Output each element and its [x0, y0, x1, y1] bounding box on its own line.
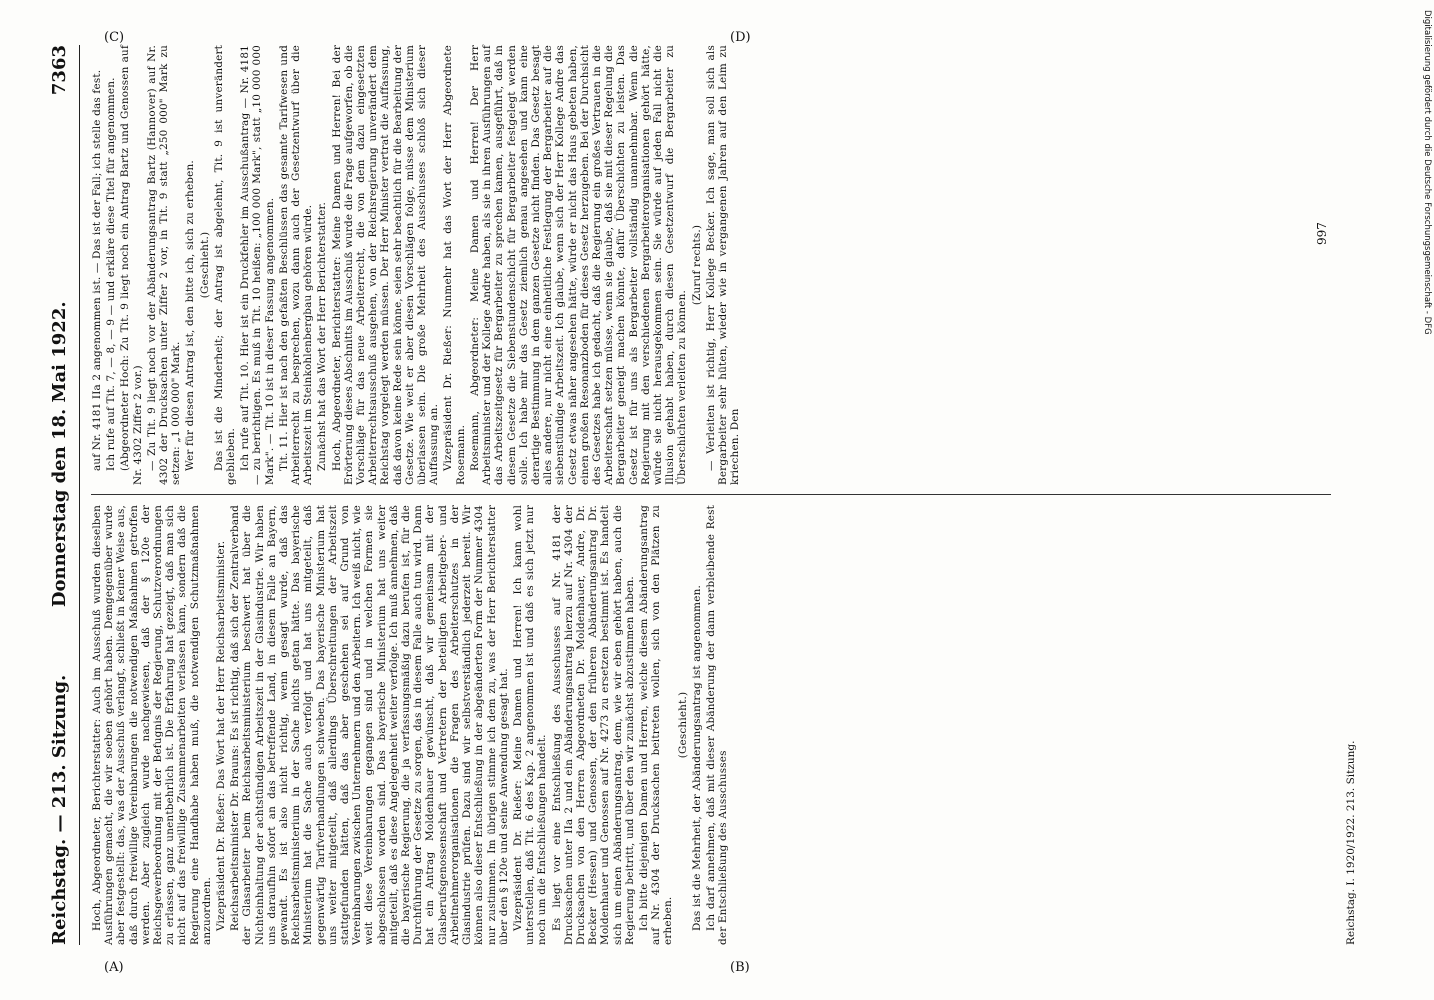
- footer-volume: Reichstag. I. 1920/1922. 213. Sitzung.: [1345, 740, 1357, 945]
- paragraph: (Geschieht.): [676, 691, 689, 759]
- footer-page-code: 997: [1315, 222, 1329, 245]
- paragraph: (Zuruf rechts.): [690, 224, 703, 306]
- paragraph: Hoch, Abgeordneter, Berichterstatter: Auch im Ausschuß wurden dieselben Ausführungen gemacht, die wir soeben gehört haben. Demgegenüber wurde aber festgestellt: das, was der Ausschuß verlangt, schließt in keiner Weise aus, daß durch freiwillige Vereinbarungen die notwendigen Maßnahmen getroffen werden. Aber zugleich wurde nachgewiesen, daß der § 120e der Reichsgewerbeordnung mit der Befugnis der Regierung, Schutzverordnungen zu erlassen, ganz unentbehrlich ist. Die Erfahrung hat gezeigt, daß man sich nicht auf das freiwillige Zusammenarbeiten verlassen kann, sondern daß die Regierung eine Handhabe haben muß, die notwendigen Schutzmaßnahmen anzuordnen.: [91, 505, 213, 945]
- paragraph: Ich rufe auf Tit. 10. Hier ist ein Druckfehler im Ausschußantrag — Nr. 4181 — zu berichtigen. Es muß in Tit. 10 heißen: „100 000 Mark", statt „10 000 000 Mark". — Tit. 10 ist in dieser Fassung angenommen.: [239, 45, 276, 485]
- paragraph: Das ist die Minderheit; der Antrag ist abgelehnt, Tit. 9 ist unverändert geblieben.: [212, 45, 238, 485]
- paragraph: — Zu Tit. 9 liegt noch vor der Abänderungsantrag Bartz (Hannover) auf Nr. 4302 der Drucksachen unter Ziffer 2 vor, in Tit. 9 statt „250 000" Mark zu setzen: „1 000 000" Mark.: [145, 45, 183, 485]
- paragraph: Zunächst hat das Wort der Herr Berichterstatter.: [316, 202, 329, 471]
- margin-mark-b: (B): [730, 960, 750, 975]
- paragraph: (Geschieht.): [198, 231, 211, 299]
- paragraph: — Verleiten ist richtig, Herr Kollege Becker. Ich sage, man soll sich als Bergarbeiter sehr hüten, wieder wie in vergangenen Jahren auf den Leim zu kriechen. Den: [704, 45, 742, 485]
- page-header: [45, 45, 80, 945]
- paragraph: Reichsarbeitsminister Dr. Brauns: Es ist richtig, daß sich der Zentralverband der Glasarbeiter beim Reichsarbeitsministerium beschwert hat über die Nichteinhaltung der achtstündigen Arbeitszeit in der Glasindustrie. Wir haben uns daraufhin sofort an das betreffende Land, in diesem Falle an Bayern, gewandt. Es ist also nicht richtig, wenn gesagt wurde, daß das Reichsarbeitsministerium in der Sache nichts getan hätte. Das bayerische Ministerium hat die Sache auch verfolgt und hat uns mitgeteilt, daß gegenwärtig Tarifverhandlungen schweben. Das bayerische Ministerium hat uns weiter mitgeteilt, daß allerdings Überschreitungen der Arbeitszeit stattgefunden hätten, daß das aber geschehen sei auf Grund von Vereinbarungen zwischen Unternehmern und den Arbeitern. Ich weiß nicht, wie weit diese Vereinbarungen gegangen sind und in welchen Formen sie abgeschlossen worden sind. Das bayerische Ministerium hat uns weiter mitgeteilt, daß es diese Angelegenheit weiter verfolge. Ich muß annehmen, daß die bayerische Regierung, die ja verfassungsmäßig dazu berufen ist, für die Durchführung der Gesetze zu sorgen, das in diesem Falle auch tun wird. Dann hat ein Antrag Moldenhauer gewünscht, daß wir gemeinsam mit der Glasberufsgenossenschaft und Vertretern der beteiligten Arbeitgeber- und Arbeitnehmerorganisationen die Fragen des Arbeiterschutzes in der Glasindustrie prüfen. Dazu sind wir selbstverständlich jederzeit bereit. Wir können also dieser Entschließung in der abgeänderten Form der Nummer 4304 nur zustimmen. Im übrigen stimme ich dem zu, was der Herr Berichterstatter über den § 120e und seine Anwendung gesagt hat.: [229, 505, 510, 945]
- paragraph: Es liegt vor eine Entschließung des Ausschusses auf Nr. 4181 der Drucksachen unter IIa 2 und ein Abänderungsantrag hierzu auf Nr. 4304 der Drucksachen von den Herren Abgeordneten Dr. Moldenhauer, Andre, Dr. Becker (Hessen) und Genossen, der den früheren Abänderungsantrag Dr. Moldenhauer und Genossen auf Nr. 4273 zu ersetzen bestimmt ist. Es handelt sich um einen Abänderungsantrag, dem, wie wir eben gehört haben, auch die Regierung beitritt, und über den wir zunächst abzustimmen haben.: [550, 505, 636, 945]
- header-date: [49, 45, 70, 607]
- margin-mark-a: (A): [104, 960, 124, 975]
- paragraph: Vizepräsident Dr. Rießer: Meine Damen und Herren! Ich kann wohl unterstellen, daß Tit. 6 des Kap. 2 angenommen ist und daß es sich jetzt nur noch um die Entschließungen handelt.: [511, 505, 549, 945]
- paragraph: Das ist die Mehrheit, der Abänderungsantrag ist angenommen.: [690, 585, 703, 931]
- digitization-note: [1418, 10, 1434, 990]
- header-session: Reichstag. — 213. Sitzung.: [49, 674, 70, 945]
- page-footer: [1315, 45, 1357, 945]
- paragraph: Vizepräsident Dr. Rießer: Nunmehr hat das Wort der Herr Abgeordnete Rosemann.: [442, 45, 467, 485]
- paragraph: Ich bitte diejenigen Damen und Herren, welche diesem Abänderungsantrag auf Nr. 4304 der Drucksachen beitreten wollen, sich von den Plätzen zu erheben.: [637, 505, 675, 945]
- page-content: [45, 45, 1390, 945]
- paragraph: Vizepräsident Dr. Rießer: Das Wort hat der Herr Reichsarbeitsminister.: [215, 540, 228, 931]
- header-date-text: Donnerstag den 18. Mai 1922.: [49, 301, 70, 608]
- page-number: 7363: [49, 45, 70, 96]
- paragraph: Ich darf annehmen, daß mit dieser Abänderung der dann verbleibende Rest der Entschließung des Ausschusses: [704, 505, 730, 945]
- paragraph: Ich rufe auf Tit. 7, — 8, — 9 — und erkläre diese Titel für angenommen.: [105, 77, 118, 471]
- paragraph: Hoch, Abgeordneter, Berichterstatter: Meine Damen und Herren! Bei der Erörterung dieses Abschnitts im Ausschuß wurde die Frage aufgeworfen, ob die Vorschläge für das neue Arbeiterrecht, die von dem dazu eingesetzten Arbeiterrechtsausschuß ausgehen, von der Reichsregierung unverändert dem Reichstag vorgelegt werden müssen. Der Herr Minister vertrat die Auffassung, daß davon keine Rede sein könne, seien sehr beachtlich für die Bearbeitung der Gesetze. Wie weit er aber diesen Vorschlägen folge, müsse dem Ministerium überlassen sein. Die große Mehrheit des Ausschusses schloß sich dieser Auffassung an.: [330, 45, 441, 485]
- margin-mark-c: (C): [104, 30, 125, 45]
- margin-mark-d: (D): [730, 30, 751, 45]
- paragraph: (Abgeordneter Hoch: Zu Tit. 9 liegt noch ein Antrag Bartz und Genossen auf Nr. 4302 Ziffer 2 vor.): [119, 45, 144, 485]
- paragraph: auf Nr. 4181 IIa 2 angenommen ist. — Das ist der Fall; ich stelle das fest.: [91, 69, 103, 471]
- left-column: [91, 505, 731, 945]
- paragraph: Tit. 11. Hier ist nach den gefaßten Beschlüssen das gesamte Tarifwesen und Arbeiterrecht zu besprechen, wozu dann auch der Gesetzentwurf über die Arbeitszeit im Steinkohlenbergbau gehören würde.: [277, 45, 315, 485]
- digitization-text: Digitalisierung gefördert durch die Deutsche Forschungsgemeinschaft - DFG: [1422, 10, 1432, 335]
- paragraph: Rosemann, Abgeordneter: Meine Damen und Herren! Der Herr Arbeitsminister und der Kollege Andre haben, als sie in ihren Ausführungen auf das Arbeitszeitgesetz für Bergarbeiter zu sprechen kamen, ausgeführt, daß in diesem Gesetze die Siebenstundenschicht für Bergarbeiter festgelegt werden solle. Ich habe mir das Gesetz ziemlich genau angesehen und kann eine derartige Bestimmung in dem ganzen Gesetze nicht finden. Das Gesetz besagt alles andere, nur nicht eine einheitliche Festlegung der Bergarbeiter auf die siebenstündige Arbeitszeit. Ich glaube, wenn sich der Herr Kollege Andre das Gesetz etwas näher angesehen hätte, würde er nicht das Haus gebeten haben, einen großen Resonanzboden für dieses Gesetz herzugeben. Bei der Durchsicht des Gesetzes habe ich gedacht, daß die Regierung ein großes Vertrauen in die Arbeiterschaft setzen müsse, wenn sie glaube, daß sie mit dieser Regelung die Bergarbeiter geneigt machen könnte, dafür Überschichten zu leisten. Das Gesetz ist für uns als Bergarbeiter vollständig unannehmbar. Wenn die Regierung mit den verschiedenen Bergarbeiterorganisationen gehört hätte, würde sie nicht herausgekommen sein. Sie würde auf jeden Fall nicht die Illusion gehabt haben, durch diesen Gesetzentwurf die Bergarbeiter zu Überschichten verleiten zu können.: [468, 45, 689, 485]
- column-divider: [91, 494, 1331, 495]
- right-column: [91, 45, 743, 485]
- paragraph: Wer für diesen Antrag ist, den bitte ich, sich zu erheben.: [184, 160, 197, 471]
